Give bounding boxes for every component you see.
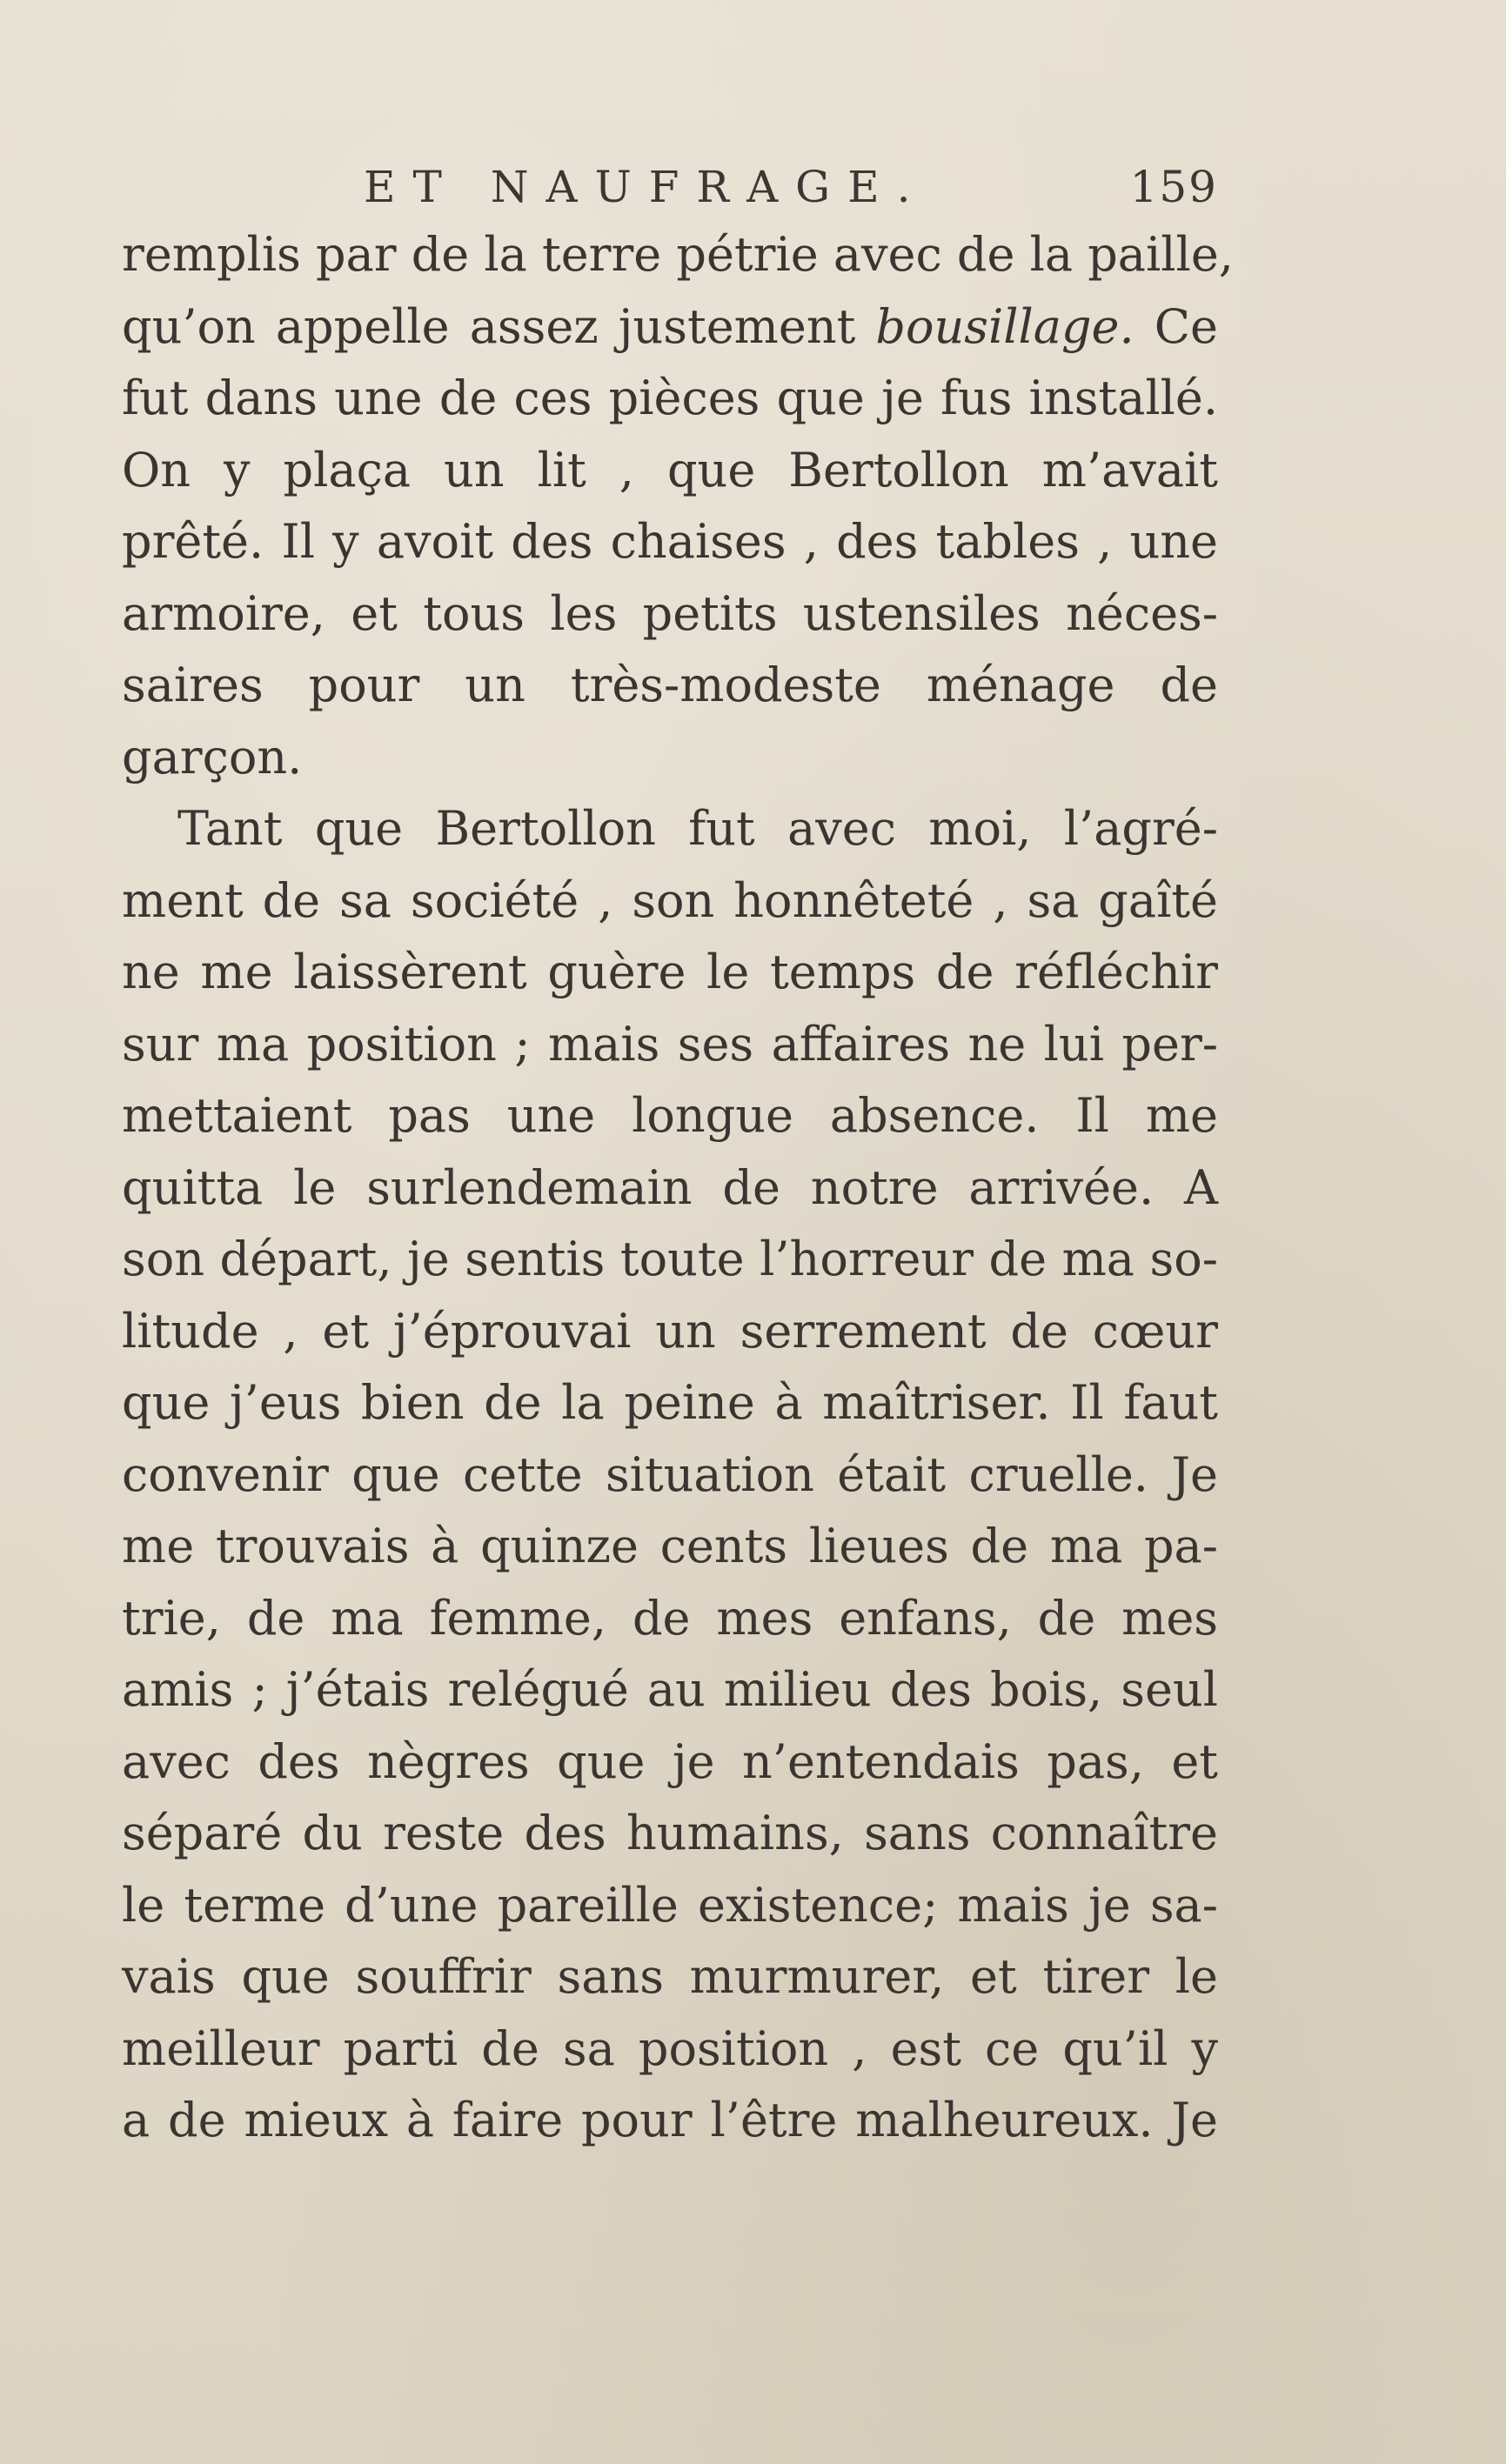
text-line: que j’eus bien de la peine à maîtriser. Il faut (122, 1375, 1218, 1430)
text-line: le terme d’une pareille existence; mais je sa- (122, 1877, 1218, 1933)
body-text (122, 219, 1234, 2157)
page-header (122, 148, 1218, 217)
text-line: litude , et j’éprouvai un serrement de cœur (122, 1303, 1218, 1359)
text-line: avec des nègres que je n’entendais pas, et (122, 1733, 1218, 1789)
running-head: ET NAUFRAGE. (364, 162, 928, 212)
text-line: trie, de ma femme, de mes enfans, de mes (122, 1590, 1218, 1646)
text-line: Tant que Bertollon fut avec moi, l’agré- (177, 801, 1218, 856)
text-line: garçon. (122, 729, 303, 785)
text-line: On y plaça un lit , que Bertollon m’avait (122, 442, 1218, 497)
text-line: fut dans une de ces pièces que je fus installé. (122, 371, 1218, 425)
text-line-segment: Ce (1154, 298, 1218, 354)
text-line: sur ma position ; mais ses affaires ne lui per- (122, 1016, 1218, 1072)
text-line: saires pour un très-modeste ménage de (122, 658, 1218, 712)
text-line: remplis par de la terre pétrie avec de la paille, (122, 227, 1234, 282)
text-line: armoire, et tous les petits ustensiles néces- (122, 585, 1218, 641)
text-line: meilleur parti de sa position , est ce qu’il y (122, 2020, 1218, 2076)
text-line: quitta le surlendemain de notre arrivée. A (122, 1159, 1218, 1215)
text-line: me trouvais à quinze cents lieues de ma pa- (122, 1519, 1218, 1573)
text-line: amis ; j’étais relégué au milieu des bois, seul (122, 1662, 1218, 1717)
text-line-segment: qu’on appelle assez justement (122, 298, 856, 354)
italic-term: bousillage. (875, 298, 1135, 354)
text-line: vais que souffrir sans murmurer, et tirer le (122, 1949, 1218, 2004)
text-line (122, 291, 1218, 364)
page-number: 159 (1129, 162, 1218, 212)
text-line: séparé du reste des humains, sans connaître (122, 1806, 1218, 1860)
text-line: ment de sa société , son honnêteté , sa gaîté (122, 872, 1218, 928)
text-line: prêté. Il y avoit des chaises , des tables , une (122, 514, 1218, 569)
text-line: convenir que cette situation était cruelle. Je (122, 1446, 1218, 1502)
text-line: ne me laissèrent guère le temps de réfléchir (122, 945, 1218, 999)
text-line: a de mieux à faire pour l’être malheureux. Je (122, 2093, 1218, 2147)
text-line: mettaient pas une longue absence. Il me (122, 1088, 1218, 1143)
text-line: son départ, je sentis toute l’horreur de ma so- (122, 1232, 1218, 1286)
